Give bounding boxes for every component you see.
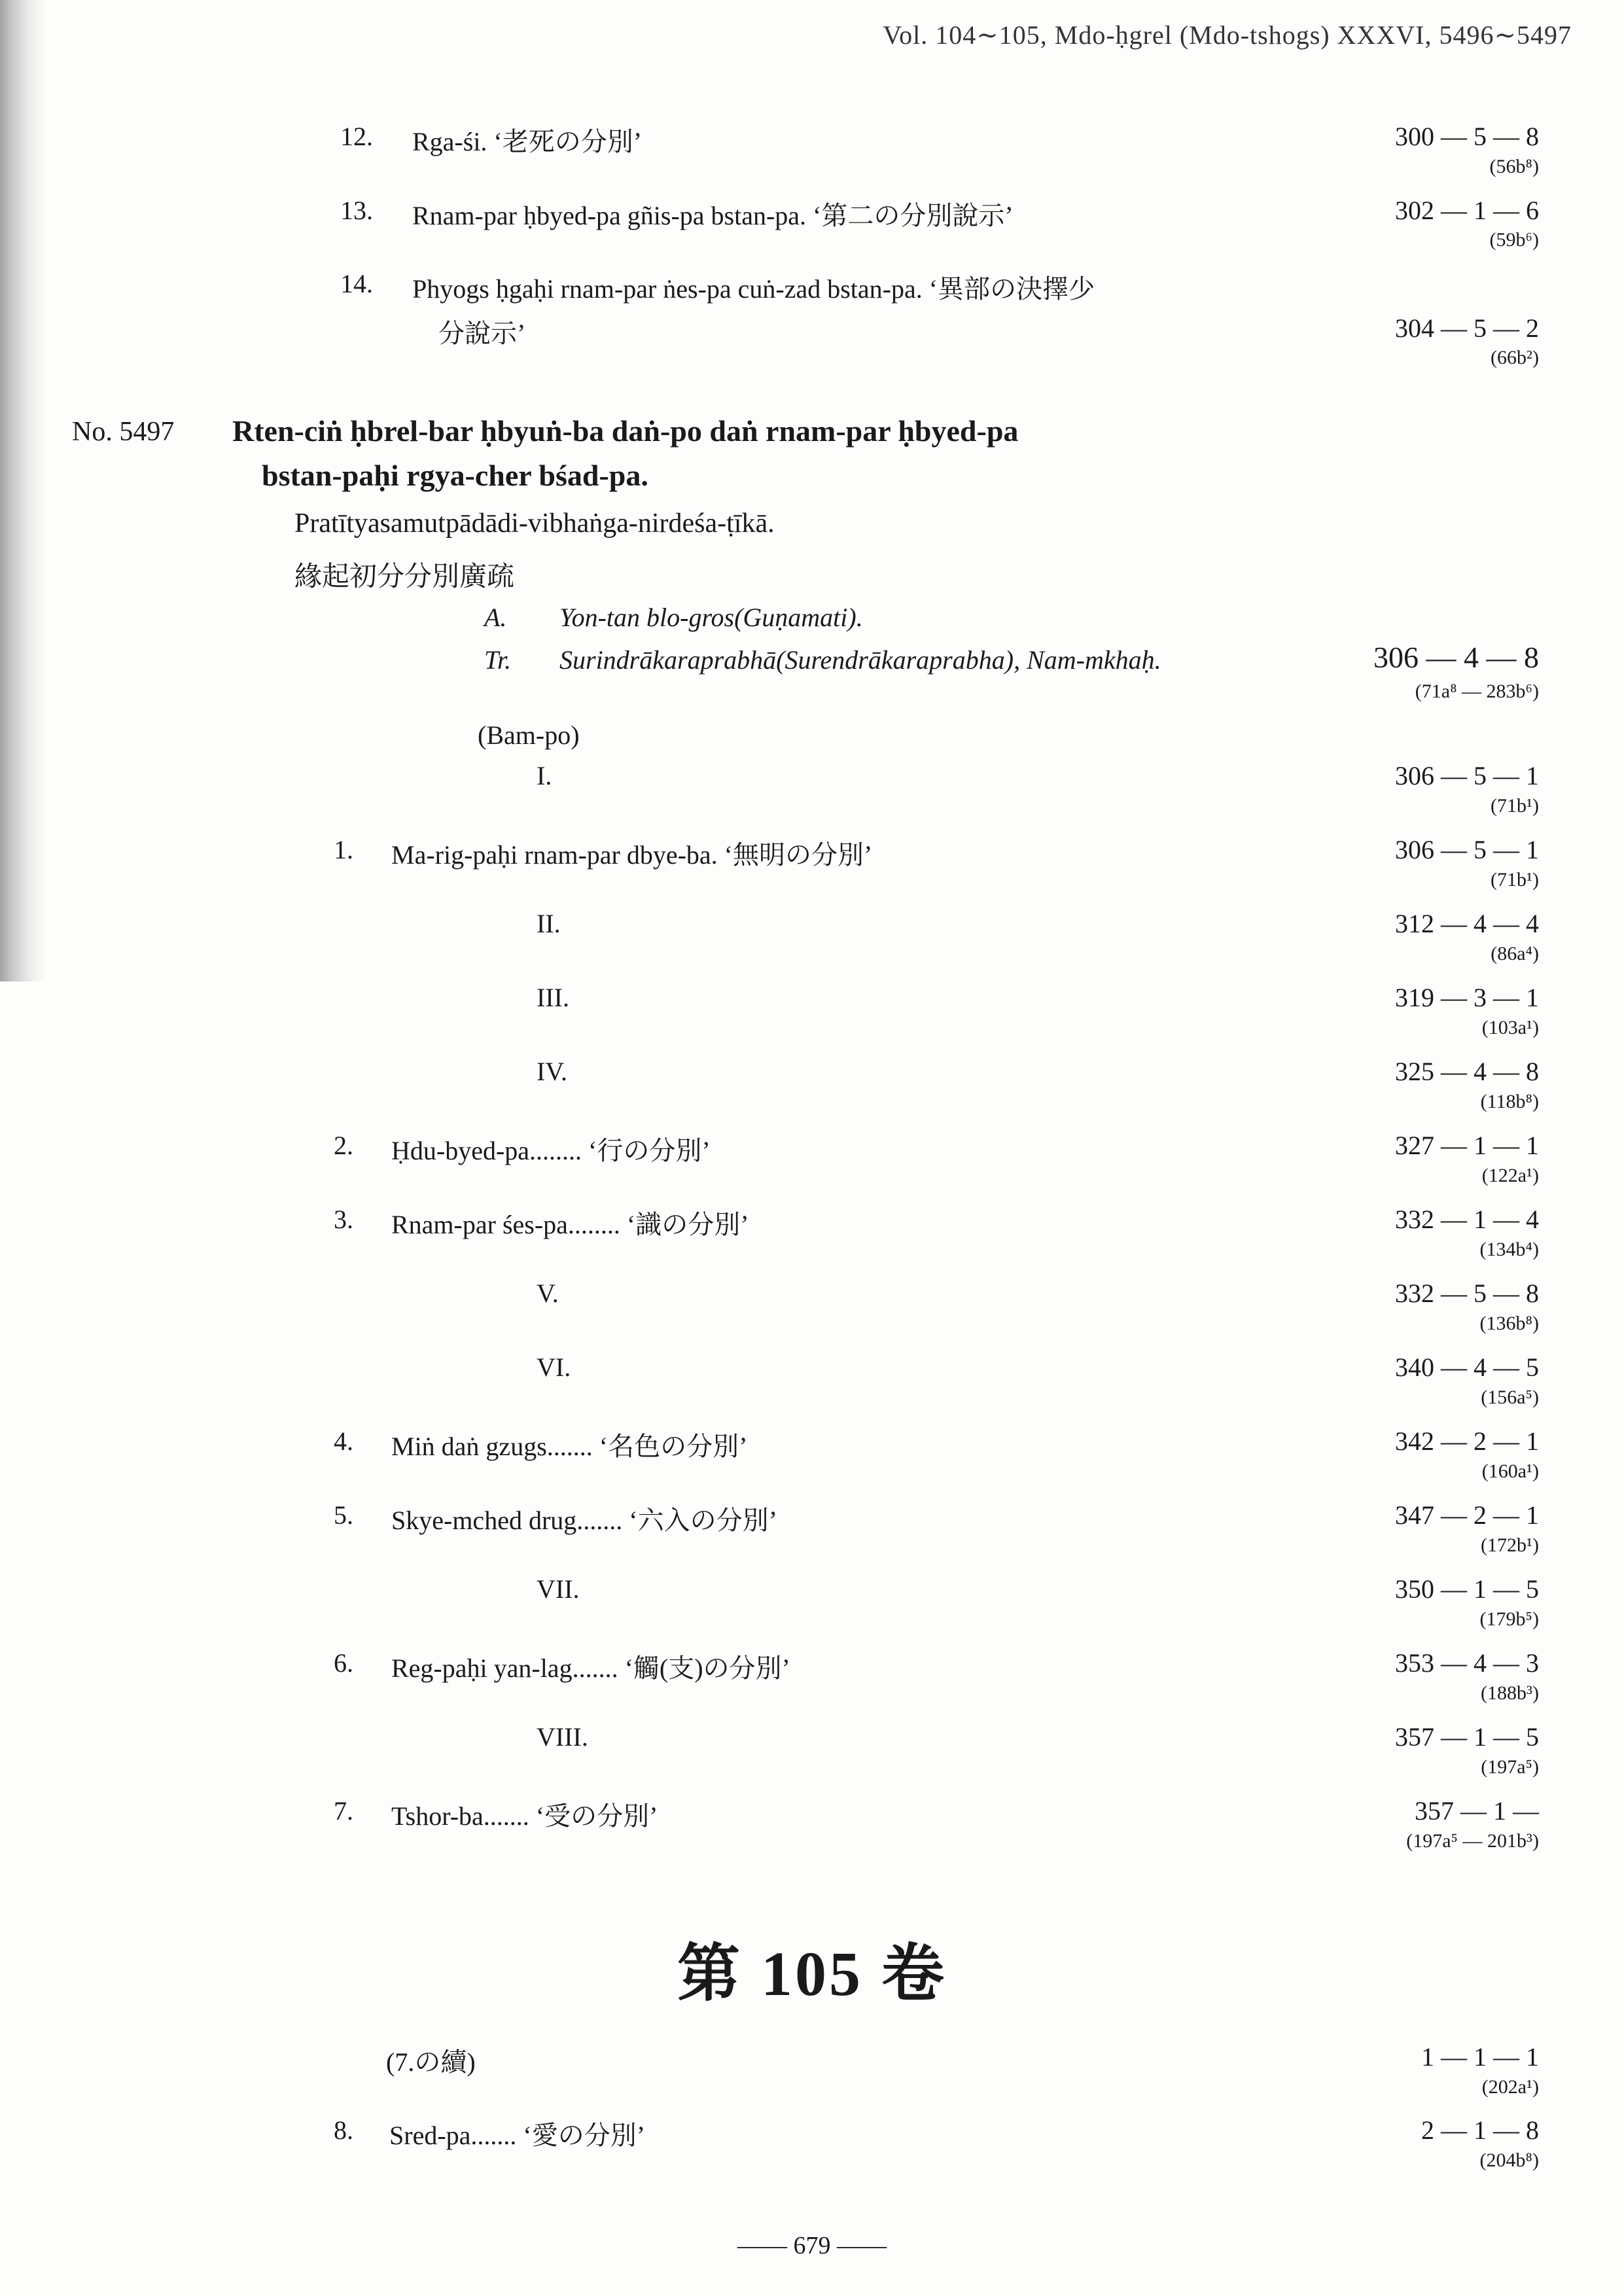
- toc-folio: (197a⁵): [1481, 1756, 1539, 1778]
- entry-ref: 302 — 1 — 6: [1395, 196, 1539, 225]
- scan-edge-shadow: [0, 0, 46, 981]
- toc-folio: (160a¹): [1481, 1460, 1539, 1482]
- toc-chapter-title: Ḥdu-byed-pa........ ‘行の分別’: [391, 1136, 711, 1165]
- toc-chapter-title: Tshor-ba....... ‘受の分別’: [391, 1801, 658, 1831]
- toc-bampo-roman: V.: [537, 1279, 559, 1308]
- entry-folio: (59b⁶): [1489, 229, 1539, 251]
- toc-folio: (156a⁵): [1481, 1386, 1539, 1408]
- entry-number: 12.: [340, 122, 373, 151]
- work-number: No. 5497: [72, 417, 175, 447]
- entry-folio: (66b²): [1491, 347, 1539, 368]
- toc-ref: 340 — 4 — 5: [1395, 1352, 1539, 1382]
- toc-bampo-roman: IV.: [537, 1057, 568, 1086]
- entry-title: Sred-pa....... ‘愛の分別’: [389, 2121, 646, 2150]
- toc-folio: (179b⁵): [1479, 1608, 1539, 1630]
- toc-folio: (103a¹): [1481, 1017, 1539, 1038]
- work-folio: (71a⁸ — 283b⁶): [1415, 680, 1539, 702]
- toc-chapter-number: 2.: [334, 1131, 353, 1160]
- toc-ref: 357 — 1 —: [1415, 1796, 1539, 1826]
- toc-bampo-roman: VIII.: [537, 1722, 588, 1752]
- toc-ref: 325 — 4 — 8: [1395, 1057, 1539, 1086]
- translator-label: Tr.: [484, 645, 512, 675]
- toc-bampo-roman: VII.: [537, 1574, 580, 1604]
- entry-folio: (204b⁸): [1479, 2149, 1539, 2171]
- toc-folio: (136b⁸): [1479, 1313, 1539, 1334]
- toc-ref: 357 — 1 — 5: [1395, 1722, 1539, 1752]
- toc-chapter-number: 5.: [334, 1500, 353, 1530]
- toc-chapter-title: Miṅ daṅ gzugs....... ‘名色の分別’: [391, 1432, 748, 1461]
- toc-folio: (134b⁴): [1479, 1239, 1539, 1260]
- toc-chapter-number: 7.: [334, 1796, 353, 1826]
- toc-ref: 312 — 4 — 4: [1395, 909, 1539, 938]
- toc-chapter-number: 4.: [334, 1426, 353, 1456]
- author-label: A.: [484, 603, 507, 632]
- bampo-label: (Bam-po): [478, 720, 580, 750]
- toc-folio: (172b¹): [1481, 1534, 1539, 1556]
- toc-bampo-roman: VI.: [537, 1352, 571, 1382]
- entry-title-continued: 分說示’: [438, 319, 526, 348]
- translator-names: Surindrākaraprabhā(Surendrākaraprabha), Nam-mkhaḥ.: [559, 645, 1161, 675]
- entry-folio: (202a¹): [1481, 2076, 1539, 2098]
- entry-ref: 2 — 1 — 8: [1421, 2115, 1539, 2145]
- work-ref: 306 — 4 — 8: [1373, 641, 1539, 674]
- toc-bampo-roman: II.: [537, 909, 561, 938]
- entry-ref: 304 — 5 — 2: [1395, 313, 1539, 343]
- toc-ref: 319 — 3 — 1: [1395, 983, 1539, 1012]
- toc-folio: (71b¹): [1491, 869, 1539, 891]
- toc-ref: 306 — 5 — 1: [1395, 835, 1539, 864]
- work-chinese-title: 緣起初分分別廣疏: [294, 562, 515, 592]
- toc-ref: 342 — 2 — 1: [1395, 1426, 1539, 1456]
- toc-chapter-title: Skye-mched drug....... ‘六入の分別’: [391, 1506, 777, 1535]
- entry-ref: 1 — 1 — 1: [1421, 2042, 1539, 2072]
- toc-chapter-number: 6.: [334, 1648, 353, 1678]
- toc-ref: 347 — 2 — 1: [1395, 1500, 1539, 1530]
- toc-chapter-title: Reg-paḥi yan-lag....... ‘觸(支)の分別’: [391, 1653, 790, 1683]
- entry-number: 14.: [340, 269, 373, 298]
- work-title-line2: bstan-paḥi rgya-cher bśad-pa.: [262, 459, 648, 492]
- toc-ref: 350 — 1 — 5: [1395, 1574, 1539, 1604]
- toc-folio: (71b¹): [1491, 795, 1539, 817]
- volume-heading: 第 105 卷: [677, 1939, 947, 2009]
- toc-folio: (118b⁸): [1480, 1091, 1539, 1112]
- toc-folio: (86a⁴): [1491, 943, 1539, 964]
- entry-number: 13.: [340, 196, 373, 225]
- toc-bampo-roman: I.: [537, 761, 552, 790]
- toc-ref: 332 — 1 — 4: [1395, 1205, 1539, 1234]
- entry-ref: 300 — 5 — 8: [1395, 122, 1539, 151]
- toc-chapter-title: Ma-rig-paḥi rnam-par dbye-ba. ‘無明の分別’: [391, 840, 873, 870]
- entry-number: 8.: [334, 2115, 353, 2145]
- work-sanskrit-title: Pratītyasamutpādādi-vibhaṅga-nirdeśa-ṭīkā.: [294, 508, 775, 539]
- entry-folio: (56b⁸): [1489, 156, 1539, 177]
- toc-ref: 306 — 5 — 1: [1395, 761, 1539, 790]
- toc-chapter-title: Rnam-par śes-pa........ ‘識の分別’: [391, 1210, 749, 1239]
- page-number: —— 679 ——: [737, 2232, 887, 2259]
- toc-ref: 353 — 4 — 3: [1395, 1648, 1539, 1678]
- entry-title: Phyogs ḥgaḥi rnam-par ṅes-pa cuṅ-zad bstan-pa. ‘異部の決擇少: [412, 274, 1095, 304]
- toc-chapter-number: 1.: [334, 835, 353, 864]
- running-header: Vol. 104∼105, Mdo-ḥgrel (Mdo-tshogs) XXXVI, 5496∼5497: [883, 20, 1572, 50]
- author-name: Yon-tan blo-gros(Guṇamati).: [559, 603, 863, 632]
- toc-ref: 332 — 5 — 8: [1395, 1279, 1539, 1308]
- continued-note: (7.の續): [386, 2047, 476, 2077]
- entry-title: Rga-śi. ‘老死の分別’: [412, 127, 643, 156]
- toc-ref: 327 — 1 — 1: [1395, 1131, 1539, 1160]
- toc-bampo-roman: III.: [537, 983, 569, 1012]
- work-title-line1: Rten-ciṅ ḥbrel-bar ḥbyuṅ-ba daṅ-po daṅ rnam-par ḥbyed-pa: [232, 414, 1019, 448]
- entry-title: Rnam-par ḥbyed-pa gñis-pa bstan-pa. ‘第二の分別說示’: [412, 201, 1014, 230]
- toc-folio: (188b³): [1481, 1682, 1539, 1704]
- toc-folio: (122a¹): [1481, 1165, 1539, 1186]
- toc-chapter-number: 3.: [334, 1205, 353, 1234]
- toc-folio: (197a⁵ — 201b³): [1406, 1830, 1539, 1852]
